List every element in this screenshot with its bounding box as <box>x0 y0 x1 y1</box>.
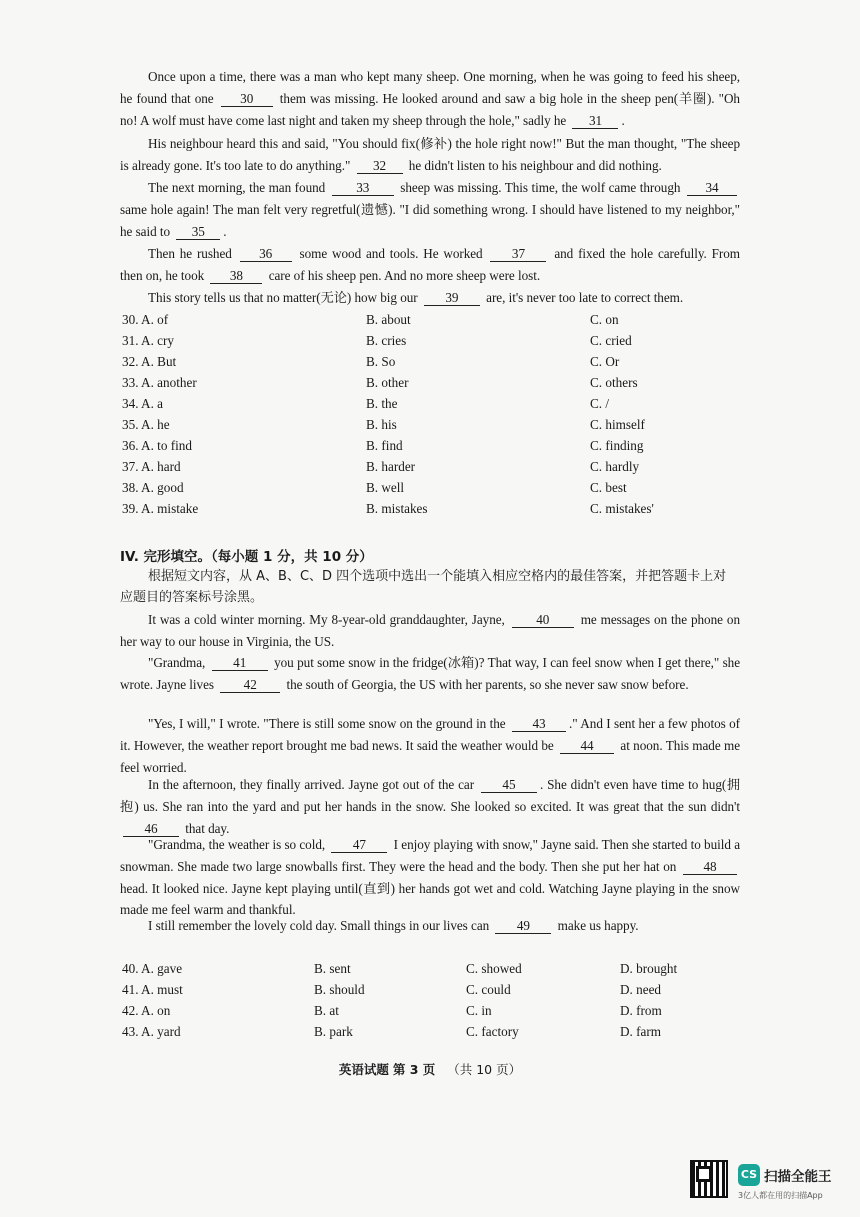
blank-31: 31 <box>572 113 618 129</box>
passage1-paragraph-3 <box>120 177 740 242</box>
text-segment: same hole again! The man felt very regretful(遗憾). "I did something wrong. I should have listened to my neighbor," he said to <box>120 201 740 239</box>
option-b: B. harder <box>366 459 416 474</box>
footer-total: （共 10 页） <box>447 1062 522 1077</box>
option-b: B. sent <box>314 961 351 976</box>
blank-44: 44 <box>560 738 614 754</box>
text-segment: In the afternoon, they finally arrived. Jayne got out of the car <box>148 777 475 792</box>
text-segment: This story tells us that no matter(无论) how big our <box>148 290 418 305</box>
option-c: C. hardly <box>590 459 640 474</box>
text-segment: It was a cold winter morning. My 8-year-old granddaughter, Jayne, <box>148 612 505 627</box>
page-footer <box>0 1060 860 1078</box>
text-segment: "Yes, I will," I wrote. "There is still some snow on the ground in the <box>148 716 506 731</box>
text-segment: The next morning, the man found <box>148 180 326 195</box>
option-d: D. brought <box>620 961 678 976</box>
option-c: C. showed <box>466 961 522 976</box>
text-segment: make us happy. <box>557 918 639 933</box>
option-c: C. himself <box>590 417 645 432</box>
option-c: C. could <box>466 982 511 997</box>
blank-33: 33 <box>332 180 394 196</box>
passage2-paragraph-6 <box>120 915 740 937</box>
text-segment: he didn't listen to his neighbour and did nothing. <box>408 157 662 173</box>
option-a: 43. A. yard <box>122 1024 181 1039</box>
option-b: B. park <box>314 1024 353 1039</box>
option-a: 37. A. hard <box>122 459 181 474</box>
option-d: D. need <box>620 982 662 997</box>
passage1-paragraph-4 <box>120 243 740 287</box>
option-d: D. farm <box>620 1024 662 1039</box>
passage1-paragraph-1 <box>120 66 740 131</box>
text-segment: that day. <box>185 820 230 836</box>
text-segment: "Grandma, the weather is so cold, <box>148 837 326 852</box>
blank-35: 35 <box>176 224 220 240</box>
text-segment: you put some snow in the fridge(冰箱)? That way, I can feel snow when I get there," she wrote. Jayne lives <box>120 655 741 692</box>
option-c: C. cried <box>590 333 632 348</box>
section-heading: IV. 完形填空。（每小题 1 分，共 10 分） <box>120 549 373 565</box>
blank-38: 38 <box>210 268 262 284</box>
passage1-paragraph-5 <box>120 287 740 309</box>
option-a: 31. A. cry <box>122 333 175 348</box>
watermark-subtitle: 3亿人都在用的扫描App <box>738 1191 823 1200</box>
passage2-paragraph-2 <box>120 652 740 696</box>
option-a: 35. A. he <box>122 417 170 432</box>
qr-code-icon <box>690 1160 728 1198</box>
blank-45: 45 <box>481 777 537 793</box>
passage2-paragraph-1 <box>120 609 740 653</box>
text-segment: . <box>621 112 625 128</box>
option-a: 32. A. But <box>122 354 177 369</box>
option-b: B. cries <box>366 333 407 348</box>
text-segment: the south of Georgia, the US with her parents, so she never saw snow before. <box>286 676 689 692</box>
option-c: C. mistakes' <box>590 501 654 516</box>
option-a: 40. A. gave <box>122 961 183 976</box>
option-b: B. his <box>366 417 397 432</box>
option-d: D. from <box>620 1003 662 1018</box>
blank-37: 37 <box>490 246 546 262</box>
footer-page: 第 3 页 <box>392 1062 436 1077</box>
blank-46: 46 <box>123 821 179 837</box>
text-segment: His neighbour heard this and said, "You should fix(修补) the hole right now!" But the man thought, "The sheep is already gone. It's too late to do anything." <box>120 136 740 173</box>
option-c: C. Or <box>590 354 620 369</box>
text-segment: some wood and tools. He worked <box>299 246 483 261</box>
option-c: C. / <box>590 396 610 411</box>
option-b: B. about <box>366 312 411 327</box>
passage2-paragraph-3 <box>120 713 740 778</box>
option-b: B. other <box>366 375 409 390</box>
blank-49: 49 <box>495 918 551 934</box>
section-instruction: 根据短文内容，从 A、B、C、D 四个选项中选出一个能填入相应空格内的最佳答案，并把答题卡上对应题目的答案标号涂黑。 <box>120 569 727 605</box>
option-c: C. in <box>466 1003 492 1018</box>
option-a: 39. A. mistake <box>122 501 199 516</box>
passage2-paragraph-5 <box>120 834 740 921</box>
option-c: C. finding <box>590 438 644 453</box>
blank-47: 47 <box>331 837 387 853</box>
watermark-title: 扫描全能王 <box>764 1169 832 1185</box>
text-segment: Then he rushed <box>148 246 232 261</box>
option-c: C. factory <box>466 1024 519 1039</box>
text-segment: them was missing. He looked around and saw a big hole in the sheep pen(羊圈). "Oh no! A wolf must have come last night and taken my sheep through the hole," sadly he <box>120 90 740 128</box>
option-a: 41. A. must <box>122 982 183 997</box>
text-segment: head. It looked nice. Jayne kept playing until(直到) her hands got wet and cold. Watching Jayne playing in the snow made me feel warm and thankful. <box>120 880 740 918</box>
option-b: B. So <box>366 354 396 369</box>
text-segment: . <box>223 223 227 239</box>
text-segment: I still remember the lovely cold day. Small things in our lives can <box>148 918 490 933</box>
option-c: C. best <box>590 480 627 495</box>
option-c: C. others <box>590 375 638 390</box>
blank-30: 30 <box>221 91 273 107</box>
text-segment: me messages on the phone on her way to our house in Virginia, the US. <box>120 612 740 649</box>
option-b: B. should <box>314 982 365 997</box>
footer-subject: 英语试题 <box>338 1062 389 1077</box>
passage2-paragraph-4 <box>120 774 740 839</box>
option-a: 36. A. to find <box>122 438 192 453</box>
blank-36: 36 <box>240 246 292 262</box>
blank-43: 43 <box>512 716 566 732</box>
blank-41: 41 <box>212 655 268 671</box>
blank-42: 42 <box>220 677 280 693</box>
text-segment: . She didn't even have time to hug(拥抱) us. She ran into the yard and put her hands in the snow. She looked so excited. It was great that the sun didn't <box>120 777 741 814</box>
text-segment: and fixed the hole carefully. From then on, he took <box>120 246 740 283</box>
camscanner-logo-icon: CS <box>738 1164 760 1186</box>
text-segment: I enjoy playing with snow," Jayne said. Then she started to build a snowman. She made two large snowballs first. They were the head and the body. Then she put her hat on <box>120 837 740 874</box>
option-b: B. find <box>366 438 403 453</box>
text-segment: sheep was missing. This time, the wolf came through <box>400 180 681 195</box>
blank-48: 48 <box>683 859 737 875</box>
option-b: B. at <box>314 1003 339 1018</box>
passage1-paragraph-2 <box>120 133 740 177</box>
option-a: 30. A. of <box>122 312 169 327</box>
option-a: 42. A. on <box>122 1003 171 1018</box>
blank-34: 34 <box>687 180 737 196</box>
text-segment: care of his sheep pen. And no more sheep were lost. <box>268 267 541 283</box>
text-segment: Once upon a time, there was a man who kept many sheep. One morning, when he was going to feed his sheep, he found that one <box>120 69 740 106</box>
blank-32: 32 <box>357 158 403 174</box>
option-c: C. on <box>590 312 619 327</box>
text-segment: ." And I sent her a few photos of it. However, the weather report brought me bad news. It said the weather would be <box>120 716 741 753</box>
option-b: B. well <box>366 480 405 495</box>
blank-39: 39 <box>424 290 480 306</box>
option-a: 38. A. good <box>122 480 184 495</box>
option-a: 33. A. another <box>122 375 197 390</box>
scanner-watermark <box>690 1160 850 1204</box>
text-segment: are, it's never too late to correct them. <box>486 290 684 305</box>
option-a: 34. A. a <box>122 396 164 411</box>
option-b: B. the <box>366 396 398 411</box>
blank-40: 40 <box>512 612 574 628</box>
text-segment: at noon. This made me feel worried. <box>120 737 741 775</box>
text-segment: "Grandma, <box>148 655 206 670</box>
option-b: B. mistakes <box>366 501 428 516</box>
